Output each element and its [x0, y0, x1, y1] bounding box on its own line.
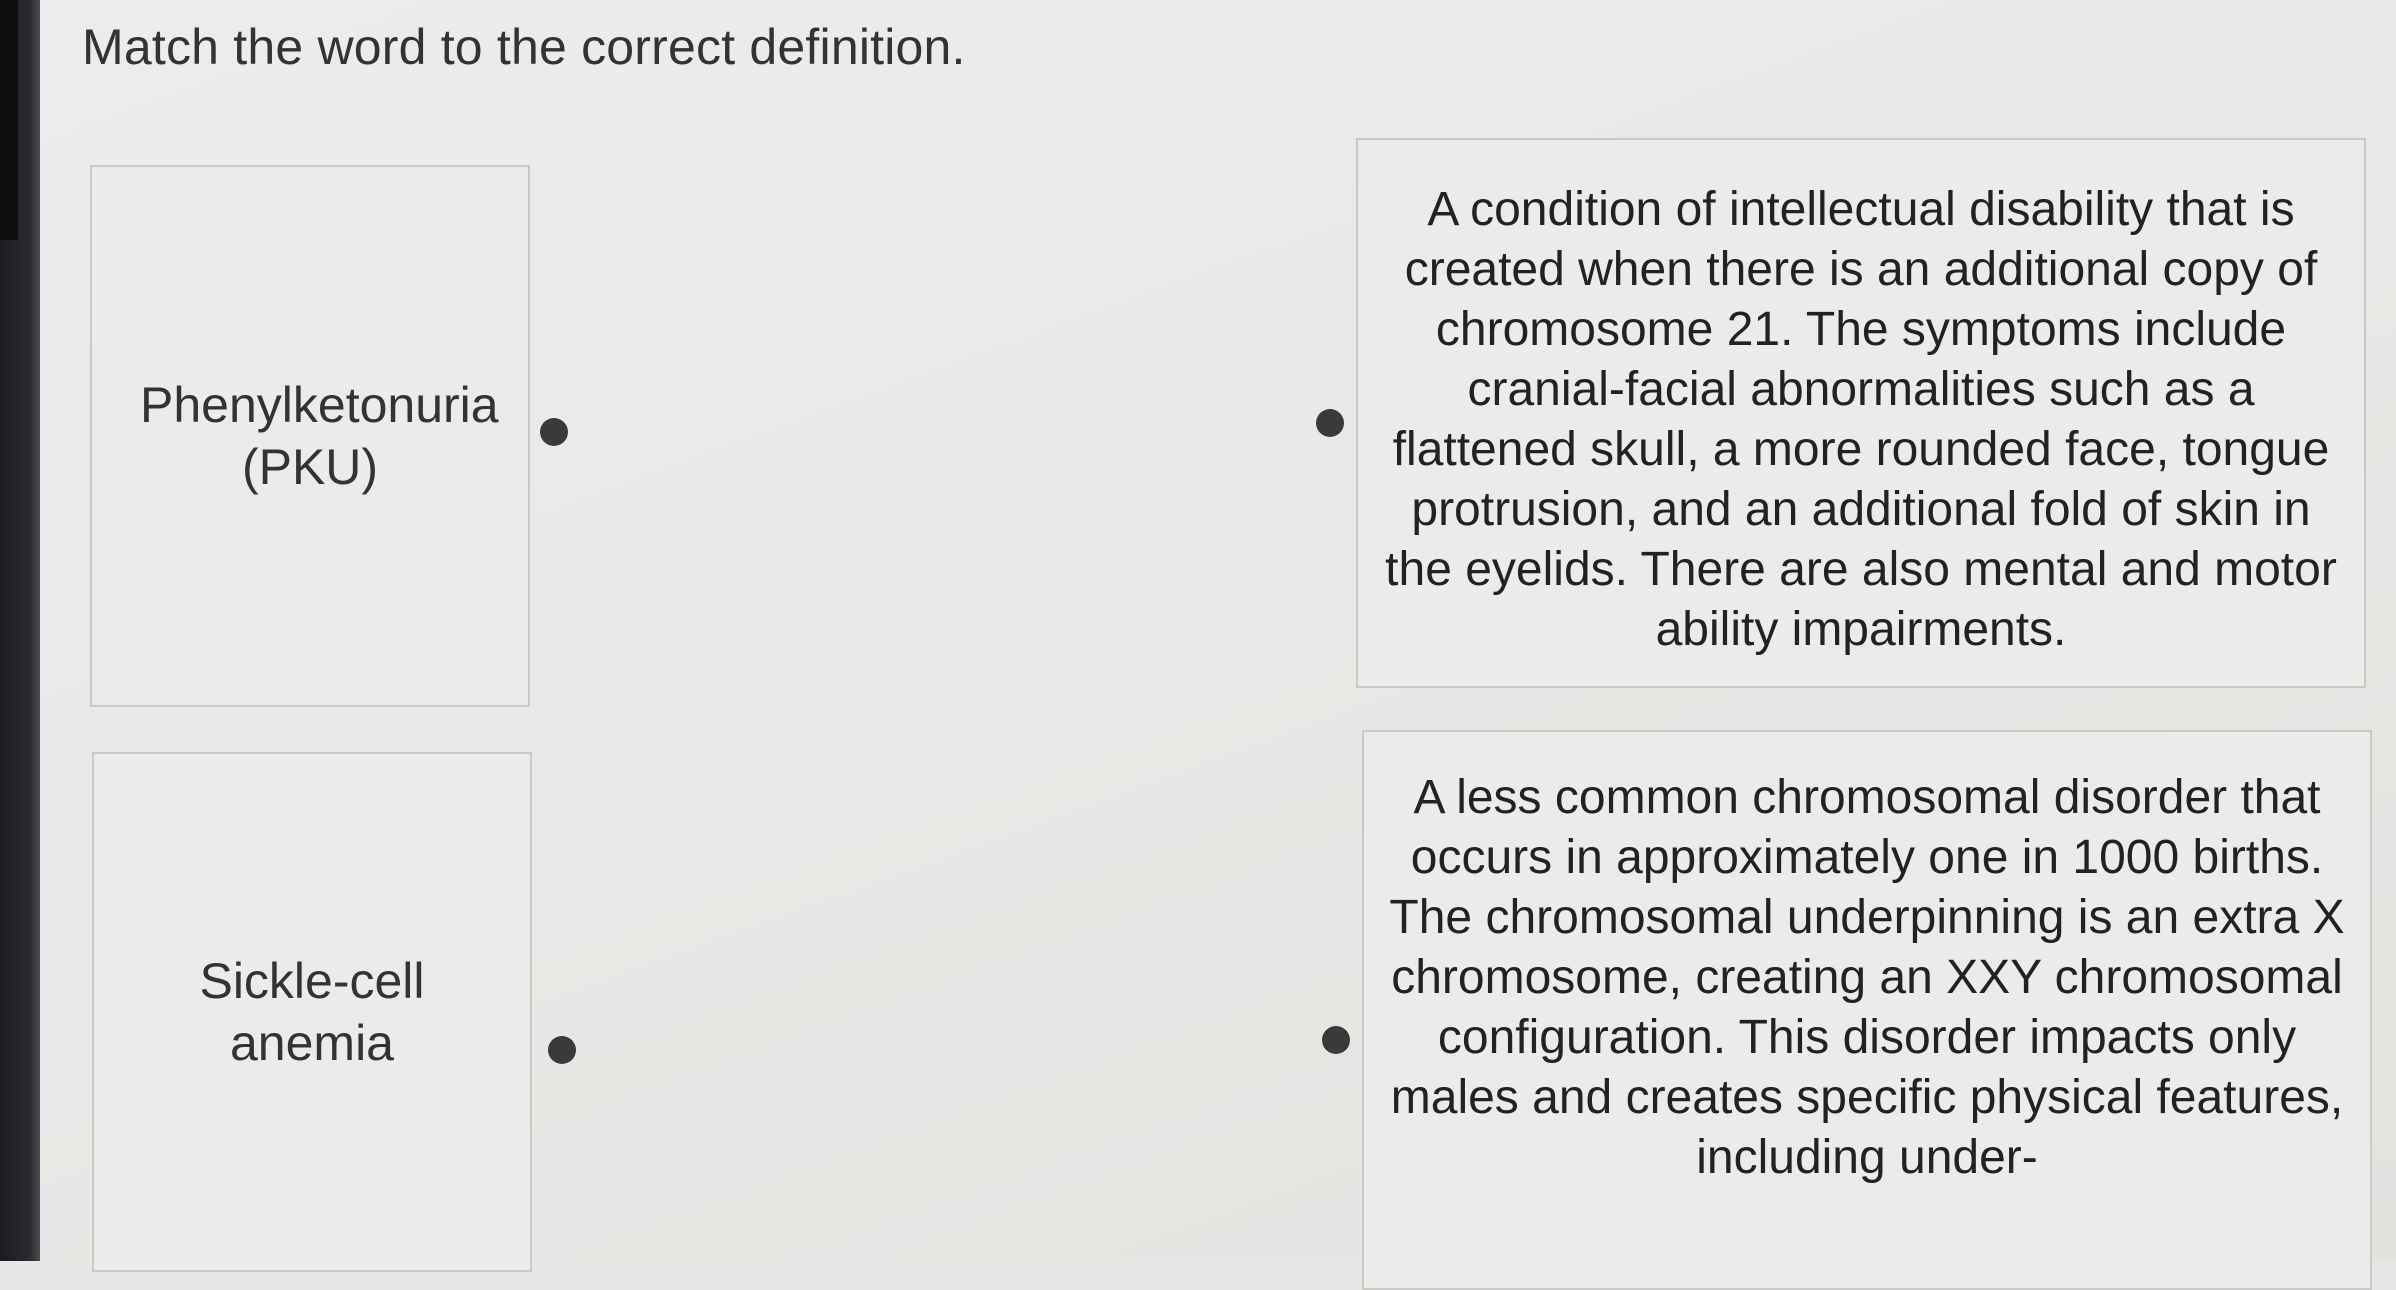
- matching-question-page: [40, 0, 2396, 1261]
- term-card-pku[interactable]: [90, 165, 530, 707]
- definition-text: A condition of intellectual disability that is created when there is an additional copy of chromosome 21. The symptoms include cranial-facial abnormalities such as a flattened skull, a more rounded face, tongue protrusion, and an additional fold of skin in the eyelids. There are also mental and motor ability impairments.: [1385, 183, 2337, 656]
- definition-card-1[interactable]: [1356, 138, 2366, 688]
- window-left-edge: [0, 0, 40, 1261]
- question-instructions: Match the word to the correct definition.: [82, 19, 966, 75]
- definition-connector-dot-klinefelter[interactable]: [1322, 1026, 1350, 1054]
- term-label: Phenylketonuria (PKU): [140, 377, 499, 495]
- term-label: Sickle-cell anemia: [199, 953, 425, 1071]
- definition-connector-dot-down-syndrome[interactable]: [1316, 409, 1344, 437]
- term-connector-dot-pku[interactable]: [540, 418, 568, 446]
- term-connector-dot-sickle-cell[interactable]: [548, 1036, 576, 1064]
- term-card-sickle-cell[interactable]: [92, 752, 532, 1272]
- window-edge-tab: [0, 0, 18, 240]
- definition-card-2[interactable]: [1362, 730, 2372, 1290]
- definition-text: A less common chromosomal disorder that occurs in approximately one in 1000 births. The chromosomal underpinning is an extra X chromosome, creating an XXY chromosomal configuration. This disorder impacts only males and creates specific physical features, including under-: [1389, 771, 2345, 1184]
